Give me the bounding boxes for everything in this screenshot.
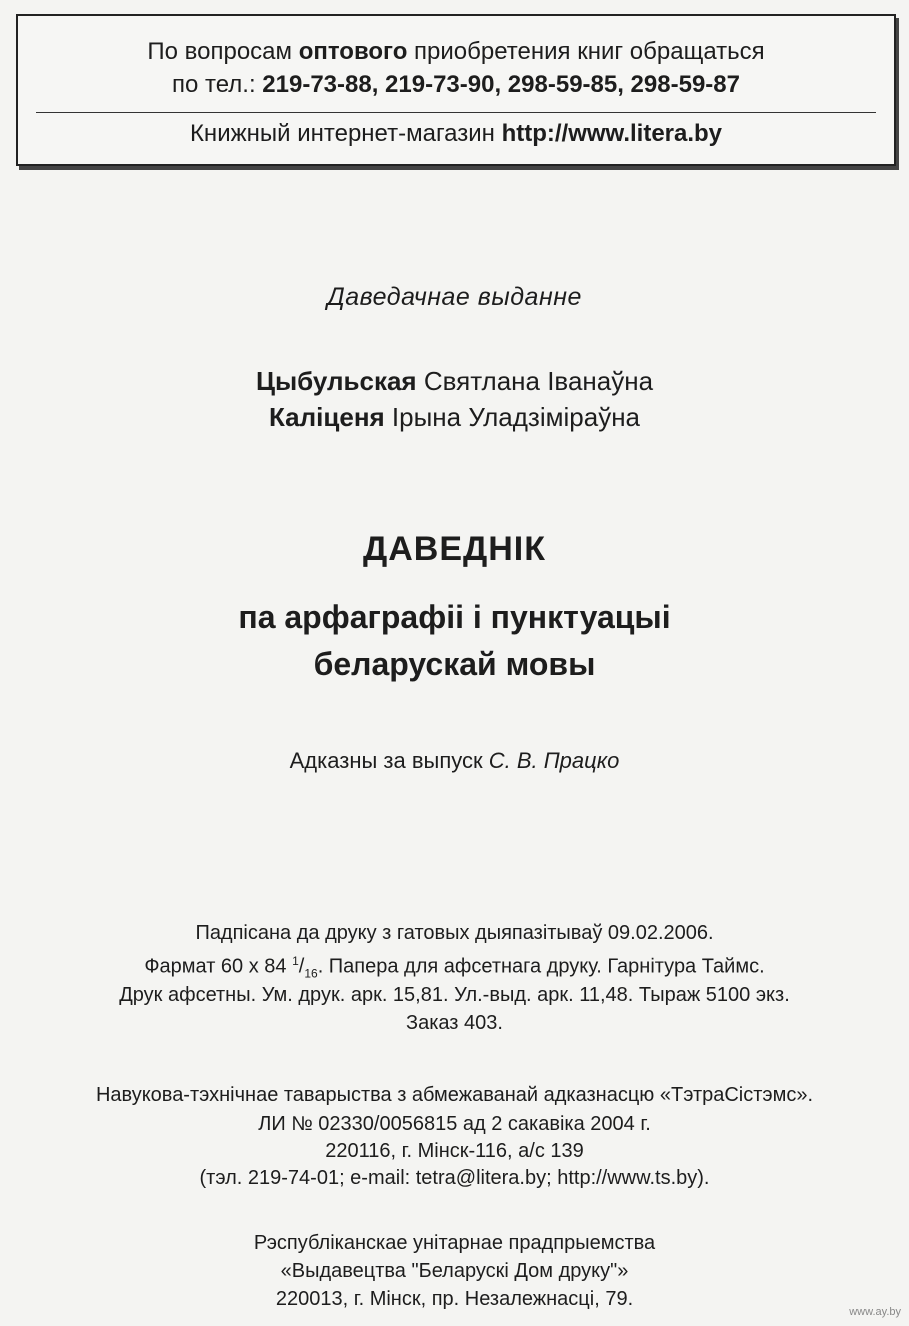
author-1-given: Святлана Іванаўна [416,366,654,396]
book-subtitle-1: па арфаграфіі і пунктуацыі [238,599,671,635]
imprint-order: Заказ 403. [406,1012,503,1034]
imprint-signed: Падпісана да друку з гатовых дыяпазітываў 09.02.2006. [195,922,714,944]
printer-line-2: «Выдавецтва "Беларускі Дом друку"» [280,1260,629,1282]
responsible-label: Адказны за выпуск [289,748,489,773]
phones-line [18,71,894,99]
author-2-given: Ірына Уладзіміраўна [384,402,641,432]
printer-line-3: 220013, г. Мінск, пр. Незалежнасці, 79. [275,1288,634,1310]
publisher-name: Навукова-тэхнічнае таварыства з абмежаванай адказнасцю «ТэтраСістэмс». [95,1084,814,1106]
format-text: Фармат 60 х 84 [144,955,293,978]
printer-line-1: Рэспубліканскае унітарнае прадпрыемства [253,1232,656,1254]
box-divider [36,112,876,113]
format-numerator: 1 [292,954,299,968]
wholesale-bold: оптового [298,38,408,65]
publisher-address: 220116, г. Мінск-116, а/с 139 [325,1140,584,1162]
author-2 [0,402,909,433]
shop-line [18,120,894,148]
phones-numbers: 219-73-88, 219-73-90, 298-59-85, 298-59-87 [262,71,740,98]
author-1-surname: Цыбульская [255,366,417,396]
wholesale-text: По вопросам [147,38,299,65]
book-subtitle-2: беларускай мовы [313,646,596,682]
publisher-contacts: (тэл. 219-74-01; e-mail: tetra@litera.by; http://www.ts.by). [199,1167,710,1189]
responsible-name: С. В. Працко [488,748,620,773]
book-title: ДАВЕДНІК [363,530,546,568]
wholesale-line [18,38,894,66]
author-2-surname: Каліценя [268,402,385,432]
watermark: www.ay.by [849,1306,901,1318]
phones-label: по тел.: [172,71,263,98]
shop-label: Книжный интернет-магазин [189,120,502,147]
imprint-format: Фармат 60 х 84 $^1/_{16}$. Папера для афсетнага друку. Гарнітура Таймс. [144,954,765,981]
format-denominator: 16 [304,966,318,981]
contact-box [16,14,896,166]
edition-type: Даведачнае выданне [327,283,582,311]
author-1 [0,366,909,397]
format-text-end: . Папера для афсетнага друку. Гарнітура Таймс. [317,955,765,978]
responsible-line [0,748,909,774]
shop-url: http://www.litera.by [501,120,723,147]
wholesale-text-end: приобретения книг обращаться [407,38,765,65]
imprint-print: Друк афсетны. Ум. друк. арк. 15,81. Ул.-выд. арк. 11,48. Тыраж 5100 экз. [119,984,790,1006]
publisher-license: ЛИ № 02330/0056815 ад 2 сакавіка 2004 г. [258,1113,651,1135]
